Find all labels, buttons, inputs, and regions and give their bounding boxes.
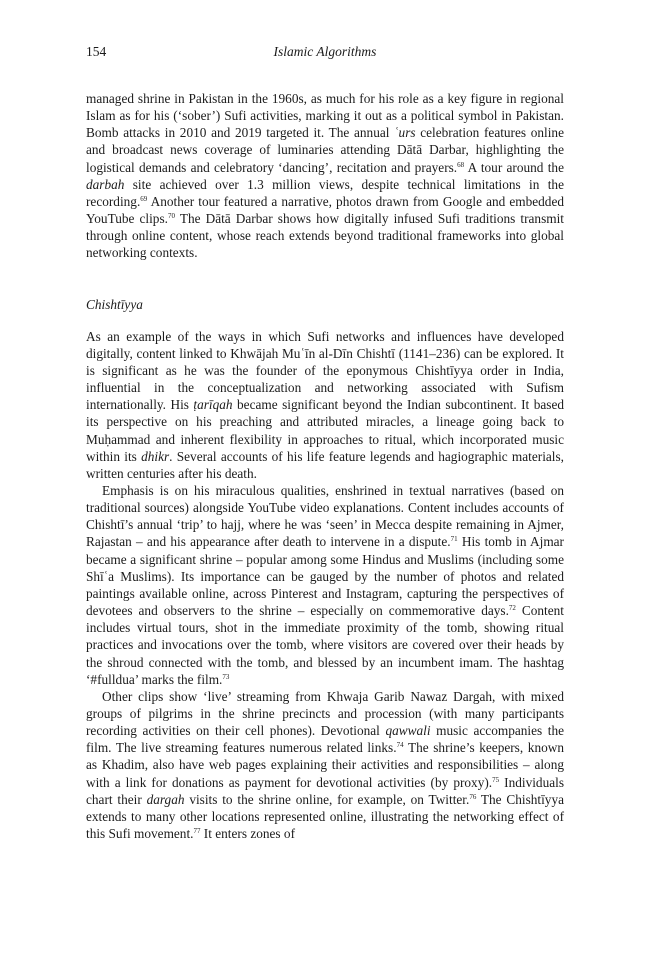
text-run: The shrine’s keepers, known as Khadim, also have web pages explaining their activities and responsibilities – along with a link for donations as payment for devotional activities (by proxy). [86,740,564,790]
text-run: It enters zones of [200,826,296,842]
text-run: The Dātā Darbar shows how digitally infused Sufi traditions transmit through online content, whose reach extends beyond traditional frameworks into global networking contexts. [86,211,564,261]
footnote-ref[interactable]: 72 [508,604,516,613]
paragraph [86,328,564,482]
italic-term: qawwali [385,723,431,739]
page-number: 154 [86,44,107,59]
text-run: Individuals chart their [86,774,565,807]
text-run: became significant beyond the Indian subcontinent. It based its perspective on his preaching and attributed miracles, a lineage going back to Muḥammad and inherent flexibility in approaches to ritual, which incorporated music within its [86,397,564,464]
text-run: site achieved over 1.3 million views, despite technical limitations in the recording. [86,176,564,209]
footnote-ref[interactable]: 76 [469,792,477,801]
text-run: visits to the shrine online, for example, on Twitter. [184,791,470,807]
text-run: managed shrine in Pakistan in the 1960s, as much for his role as a key figure in regional Islam as for his (‘sober’) Sufi activities, marking it out as a political symbol in Pakistan. Bomb attacks in 2010 and 2019 targeted it. The annual [86,91,564,141]
section-heading: Chishtīyya [86,296,143,312]
italic-term: dargah [146,791,185,807]
italic-term: darbah [86,176,125,192]
text-run: music accompanies the film. The live streaming features numerous related links. [86,723,564,756]
footnote-ref[interactable]: 77 [193,827,201,836]
body-text [86,90,564,842]
text-run: Content includes virtual tours, shot in the immediate proximity of the tomb, showing ritual practices and invocations over the tomb, where visitors are covered over their heads by the shroud connected with the tomb, and blessed by an incumbent imam. The hashtag ‘#fulldua’ marks the film. [86,603,564,687]
text-run: As an example of the ways in which Sufi networks and influences have developed digitally, content linked to Khwājah Muʿīn al-Dīn Chishtī (1141–236) can be explored. It is significant as he was the founder of the eponymous Chishtīyya order in India, influential in the conceptualization and networking associated with Sufism internationally. His [86,328,564,413]
italic-term: ṭarīqah [193,397,233,413]
footnote-ref[interactable]: 71 [450,535,458,544]
footnote-ref[interactable]: 75 [492,775,500,784]
italic-term: dhikr [141,448,170,464]
paragraph [86,90,564,262]
running-header [86,44,564,64]
text-run: Other clips show ‘live’ streaming from Khwaja Garib Nawaz Dargah, with mixed groups of pilgrims in the shrine precincts and procession (with many participants recording activities on their cell phones). Devotional [86,688,564,739]
footnote-ref[interactable]: 69 [140,194,148,203]
running-title: Islamic Algorithms [273,44,377,59]
text-run: His tomb in Ajmar became a significant shrine – popular among some Hindus and Muslims (including some Shīʿa Muslims). Its importance can be gauged by the number of photos and related paintings available online, across Pinterest and Instagram, capturing the perspectives of devotees and observers to the shrine – especially on commemorative days. [86,534,564,619]
italic-term: ʿurs [394,125,416,141]
text-run: Another tour featured a narrative, photos drawn from Google and embedded YouTube clips. [86,193,564,227]
footnote-ref[interactable]: 74 [396,741,404,750]
text-run: A tour around the [464,159,564,175]
footnote-ref[interactable]: 73 [222,672,230,681]
footnote-ref[interactable]: 68 [457,160,465,169]
paragraph [86,688,564,842]
footnote-ref[interactable]: 70 [167,212,175,221]
text-run: The Chishtīyya extends to many other locations represented online, illustrating the networking effect of this Sufi movement. [86,791,564,842]
text-run: celebration features online and broadcast news coverage of luminaries attending Dātā Darbar, highlighting the logistical demands and celebratory ‘dancing’, recitation and prayers. [86,125,564,175]
text-run: . Several accounts of his life feature legends and hagiographic materials, written centuries after his death. [86,448,564,481]
paragraph [86,482,564,688]
text-run: Emphasis is on his miraculous qualities, enshrined in textual narratives (based on traditional sources) alongside YouTube video explanations. Content includes accounts of Chishtī’s annual ‘trip’ to hajj, where he was ‘seen’ in Mecca despite remaining in Ajmer, Rajastan – and his appearance after death to intervene in a dispute. [86,482,564,550]
